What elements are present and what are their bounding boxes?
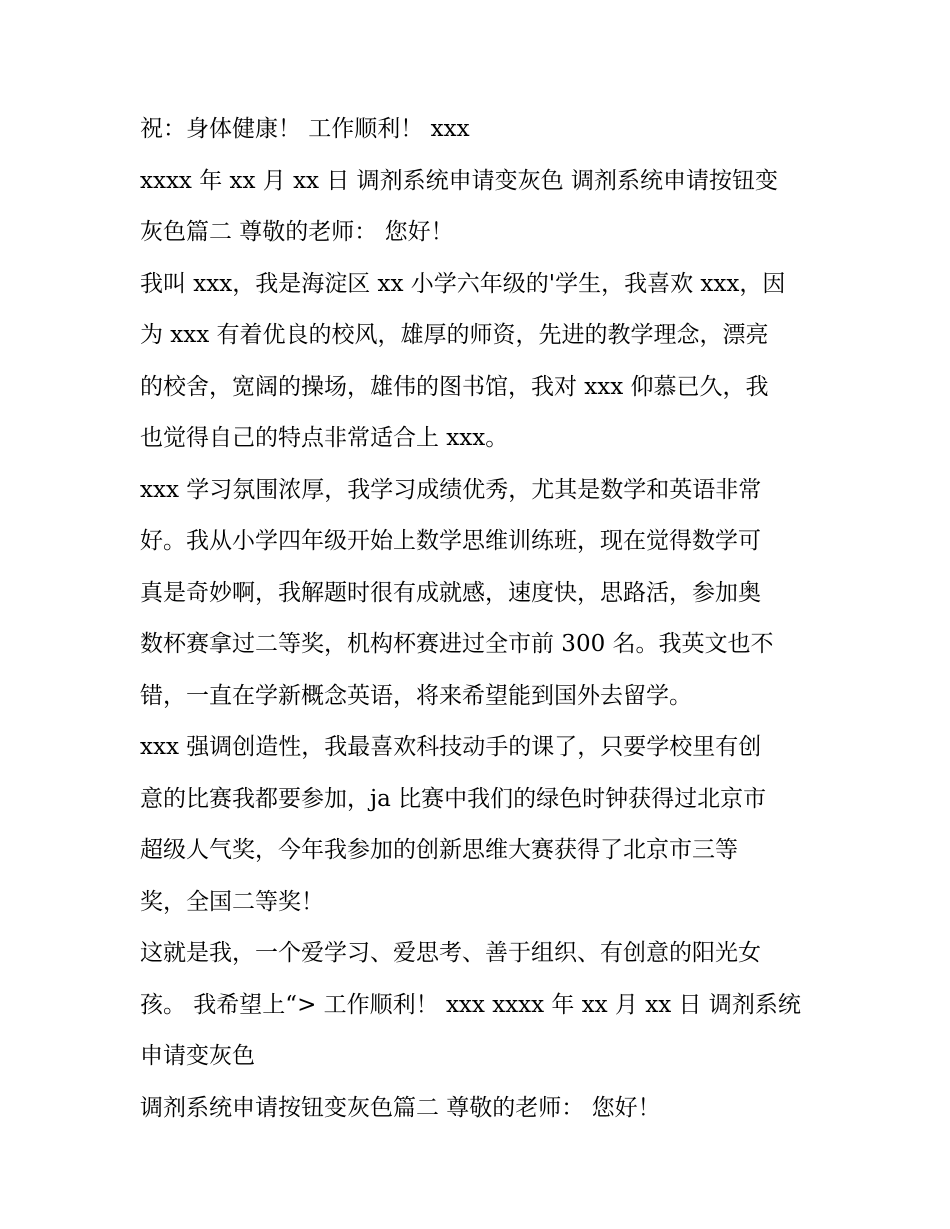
text-line: 意的比赛我都要参加，ja 比赛中我们的绿色时钟获得过北京市 (140, 785, 767, 812)
text-line: 真是奇妙啊，我解题时很有成就感，速度快，思路活，参加奥 (140, 579, 761, 606)
text-line: 好。我从小学四年级开始上数学思维训练班，现在觉得数学可 (140, 528, 761, 554)
text-line: 我叫 xxx，我是海淀区 xx 小学六年级的'学生，我喜欢 xxx，因 (140, 270, 786, 297)
text-line: 也觉得自己的特点非常适合上 xxx。 (140, 425, 509, 451)
text-line: 数杯赛拿过二等奖，机构杯赛进过全市前 300 名。我英文也不 (140, 631, 774, 657)
text-line: 祝：身体健康！ 工作顺利！ xxx (140, 116, 470, 142)
text-line: 超级人气奖，今年我参加的创新思维大赛获得了北京市三等 (140, 837, 738, 863)
text-line: 申请变灰色 (140, 1043, 255, 1069)
text-line: 这就是我，一个爱学习、爱思考、善于组织、有创意的阳光女 (140, 940, 761, 966)
text-line: 奖，全国二等奖！ (140, 888, 324, 915)
text-line: xxx 学习氛围浓厚，我学习成绩优秀，尤其是数学和英语非常 (140, 476, 762, 503)
text-line: 错，一直在学新概念英语，将来希望能到国外去留学。 (140, 682, 692, 709)
document-body (140, 104, 820, 1134)
text-line: xxxx 年 xx 月 xx 日 调剂系统申请变灰色 调剂系统申请按钮变 (140, 167, 778, 194)
text-line: 孩。 我希望上“> 工作顺利！ xxx xxxx 年 xx 月 xx 日 调剂系统 (140, 991, 801, 1018)
text-line: 为 xxx 有着优良的校风，雄厚的师资，先进的教学理念，漂亮 (140, 322, 769, 348)
text-line: 灰色篇二 尊敬的老师： 您好！ (140, 219, 454, 245)
text-line: xxx 强调创造性，我最喜欢科技动手的课了，只要学校里有创 (140, 734, 762, 760)
text-line: 调剂系统申请按钮变灰色篇二 尊敬的老师： 您好！ (140, 1094, 661, 1121)
text-line: 的校舍，宽阔的操场，雄伟的图书馆，我对 xxx 仰慕已久，我 (140, 373, 769, 400)
